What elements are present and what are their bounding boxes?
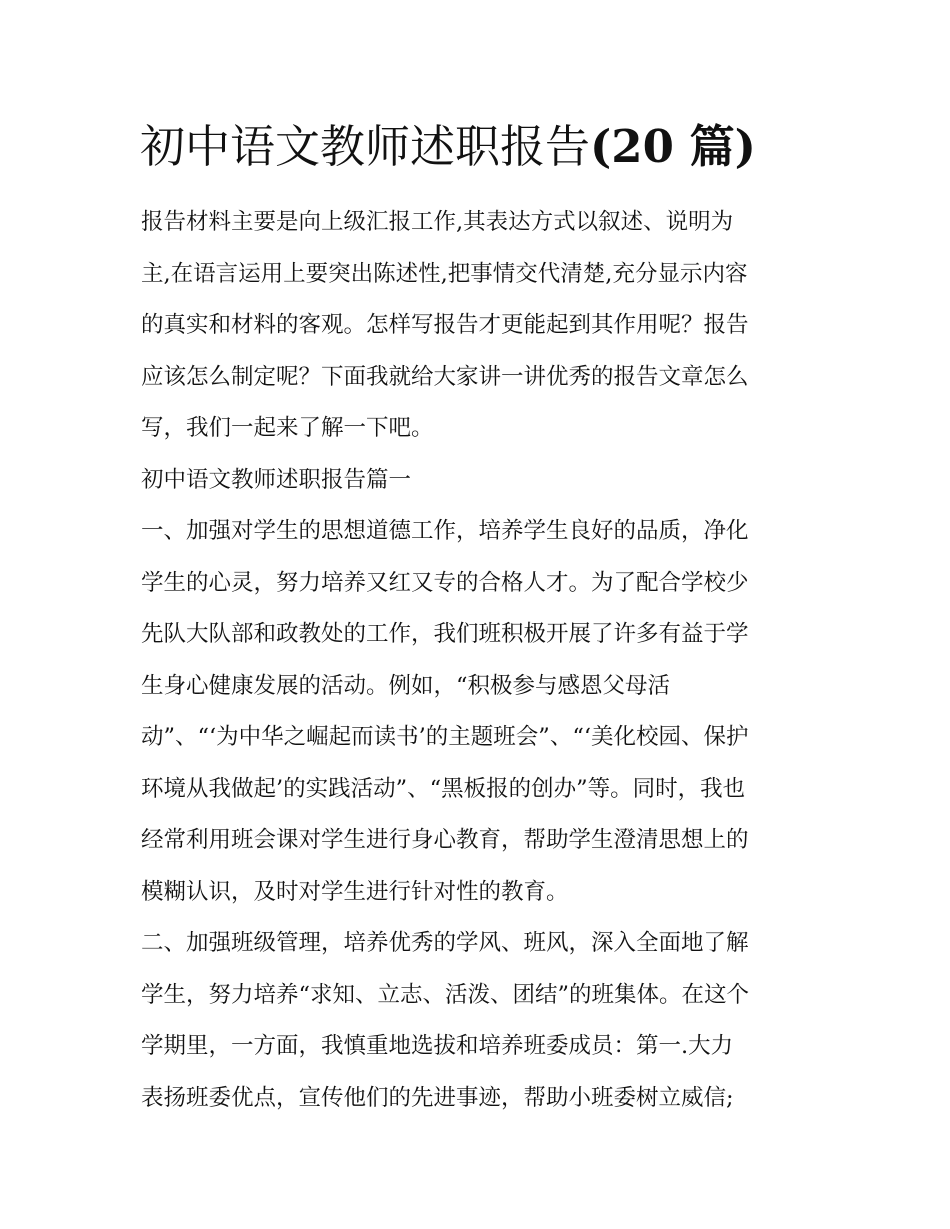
document-title bbox=[140, 112, 840, 182]
text-line: 先队大队部和政教处的工作，我们班积极开展了许多有益于学 bbox=[141, 621, 749, 647]
text-line: 报告材料主要是向上级汇报工作,其表达方式以叙述、说明为 bbox=[141, 209, 734, 235]
text-line: 学期里，一方面，我慎重地选拔和培养班委成员：第一.大力 bbox=[141, 1033, 734, 1059]
text-line: 经常利用班会课对学生进行身心教育，帮助学生澄清思想上的 bbox=[141, 827, 749, 853]
text-line: 表扬班委优点，宣传他们的先进事迹，帮助小班委树立威信; bbox=[141, 1084, 734, 1111]
text-line: 二、加强班级管理，培养优秀的学风、班风，深入全面地了解 bbox=[141, 930, 749, 956]
text-line: 学生，努力培养“求知、立志、活泼、团结”的班集体。在这个 bbox=[141, 981, 750, 1008]
document-title-count: (20 篇) bbox=[590, 120, 756, 173]
text-line: 模糊认识，及时对学生进行针对性的教育。 bbox=[141, 878, 569, 905]
text-line: 的真实和材料的客观。怎样写报告才更能起到其作用呢？报告 bbox=[141, 312, 749, 338]
text-line: 学生的心灵，努力培养又红又专的合格人才。为了配合学校少 bbox=[141, 569, 749, 596]
text-line: 一、加强对学生的思想道德工作，培养学生良好的品质，净化 bbox=[141, 518, 749, 544]
document-body bbox=[141, 197, 821, 1124]
text-line: 主,在语言运用上要突出陈述性,把事情交代清楚,充分显示内容 bbox=[141, 260, 748, 287]
text-line: 环境从我做起’的实践活动”、“黑板报的创办”等。同时，我也 bbox=[141, 775, 746, 802]
text-line: 生身心健康发展的活动。例如，“积极参与感恩父母活 bbox=[141, 672, 671, 699]
document-title-main: 初中语文教师述职报告 bbox=[140, 120, 591, 173]
section-heading: 初中语文教师述职报告篇一 bbox=[141, 466, 412, 493]
text-line: 应该怎么制定呢？下面我就给大家讲一讲优秀的报告文章怎么 bbox=[141, 363, 749, 390]
text-line: 动”、“‘为中华之崛起而读书’的主题班会”、“‘美化校园、保护 bbox=[141, 724, 749, 750]
text-line: 写，我们一起来了解一下吧。 bbox=[141, 415, 434, 441]
